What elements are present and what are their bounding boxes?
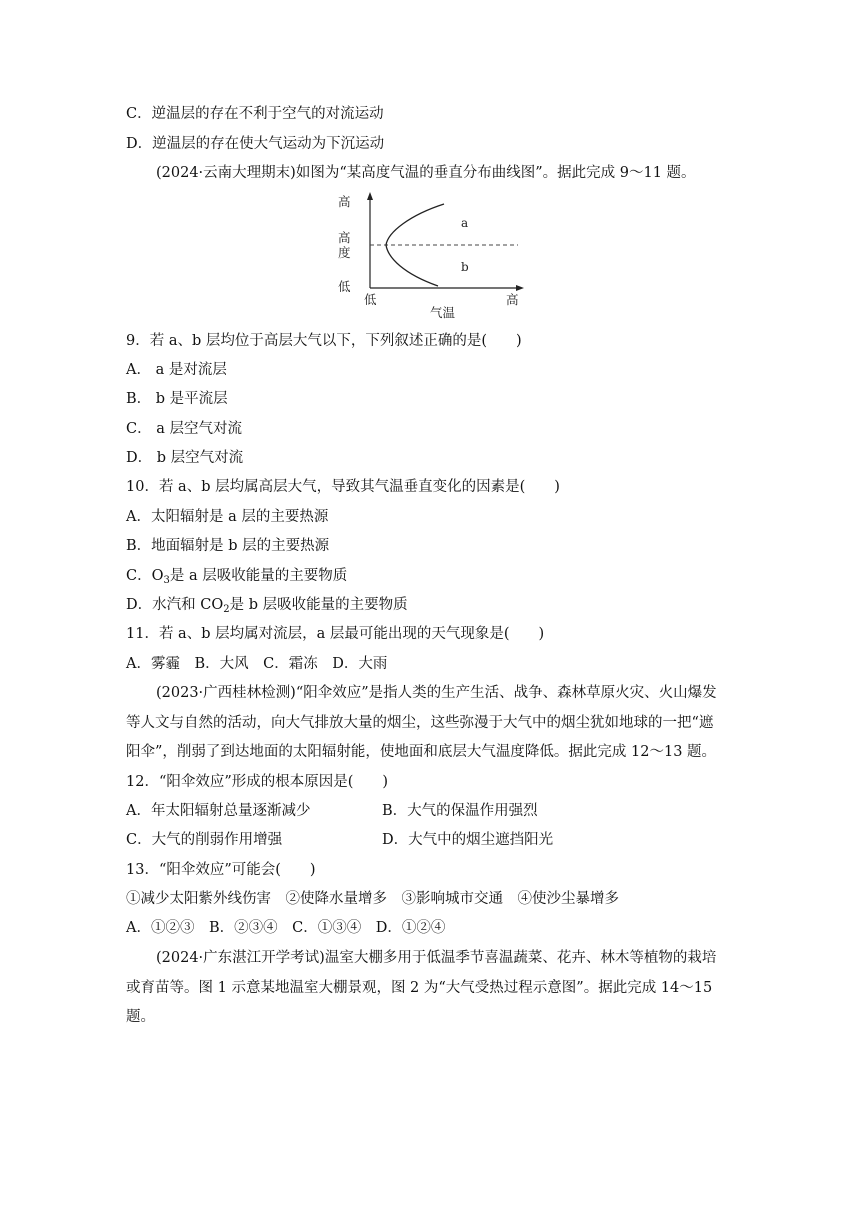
q10-c-pre: C．O [126, 568, 164, 584]
x-axis-arrow [516, 285, 524, 291]
q10-option-b: B．地面辐射是 b 层的主要热源 [126, 538, 330, 554]
y-axis-arrow [367, 192, 373, 200]
q12-option-a: A．年太阳辐射总量逐渐减少 [126, 803, 311, 819]
intro-14-15-line2: 或育苗等。图 1 示意某地温室大棚景观，图 2 为“大气受热过程示意图”。据此完成 14～15 [126, 980, 713, 996]
q10-option-d [126, 595, 408, 620]
q9-option-c: C． a 层空气对流 [126, 421, 242, 437]
q11-stem: 11．若 a、b 层均属对流层，a 层最可能出现的天气现象是( ) [126, 626, 545, 642]
q10-d-post: 是 b 层吸收能量的主要物质 [229, 597, 408, 613]
intro-12-13-line3: 阳伞”，削弱了到达地面的太阳辐射能，使地面和底层大气温度降低。据此完成 12～13 题。 [126, 744, 717, 760]
x-left-label: 低 [364, 292, 377, 307]
q13-items: ①减少太阳紫外线伤害 ②使降水量增多 ③影响城市交通 ④使沙尘暴增多 [126, 891, 619, 907]
q12-option-b: B．大气的保温作用强烈 [382, 803, 538, 819]
intro-14-15-line1: (2024·广东湛江开学考试)温室大棚多用于低温季节喜温蔬菜、花卉、林木等植物的栽培 [156, 950, 717, 966]
q11-options: A．雾霾 B．大风 C．霜冻 D．大雨 [126, 656, 388, 672]
intro-9-11: (2024·云南大理期末)如图为“某高度气温的垂直分布曲线图”。据此完成 9～11 题。 [156, 165, 696, 181]
q9-option-d: D． b 层空气对流 [126, 450, 244, 466]
q10-d-sub: 2 [223, 604, 230, 615]
temperature-height-figure [330, 190, 540, 320]
y-axis-label-2: 度 [338, 245, 351, 260]
q12-option-c: C．大气的削弱作用增强 [126, 832, 283, 848]
y-top-label: 高 [338, 194, 351, 209]
y-axis-label-1: 高 [338, 230, 351, 245]
q9-option-b: B． b 是平流层 [126, 391, 228, 407]
q13-stem: 13．“阳伞效应”可能会( ) [126, 862, 316, 878]
y-bottom-label: 低 [338, 279, 351, 294]
x-axis-label: 气温 [430, 305, 456, 320]
layer-b-label: b [461, 260, 469, 274]
q12-stem: 12．“阳伞效应”形成的根本原因是( ) [126, 774, 389, 790]
q13-options: A．①②③ B．②③④ C．①③④ D．①②④ [126, 920, 446, 936]
q9-stem: 9．若 a、b 层均位于高层大气以下，下列叙述正确的是( ) [126, 333, 522, 349]
q12-option-d: D．大气中的烟尘遮挡阳光 [382, 832, 554, 848]
q9-option-a: A． a 是对流层 [126, 362, 227, 378]
q10-option-c [126, 566, 347, 591]
q10-c-post: 是 a 层吸收能量的主要物质 [169, 568, 348, 584]
intro-12-13-line2: 等人文与自然的活动，向大气排放大量的烟尘，这些弥漫于大气中的烟尘犹如地球的一把“遮 [126, 715, 714, 731]
option-d-prev: D．逆温层的存在使大气运动为下沉运动 [126, 136, 385, 152]
q10-c-sub: 3 [163, 575, 170, 586]
option-c-prev: C．逆温层的存在不利于空气的对流运动 [126, 106, 384, 122]
intro-12-13-line1: (2023·广西桂林检测)“阳伞效应”是指人类的生产生活、战争、森林草原火灾、火山爆发 [156, 685, 717, 701]
intro-14-15-line3: 题。 [126, 1009, 155, 1025]
x-right-label: 高 [506, 292, 519, 307]
q10-option-a: A．太阳辐射是 a 层的主要热源 [126, 509, 329, 525]
layer-a-label: a [461, 216, 469, 230]
q10-stem: 10．若 a、b 层均属高层大气，导致其气温垂直变化的因素是( ) [126, 479, 560, 495]
q10-d-pre: D．水汽和 CO [126, 597, 224, 613]
